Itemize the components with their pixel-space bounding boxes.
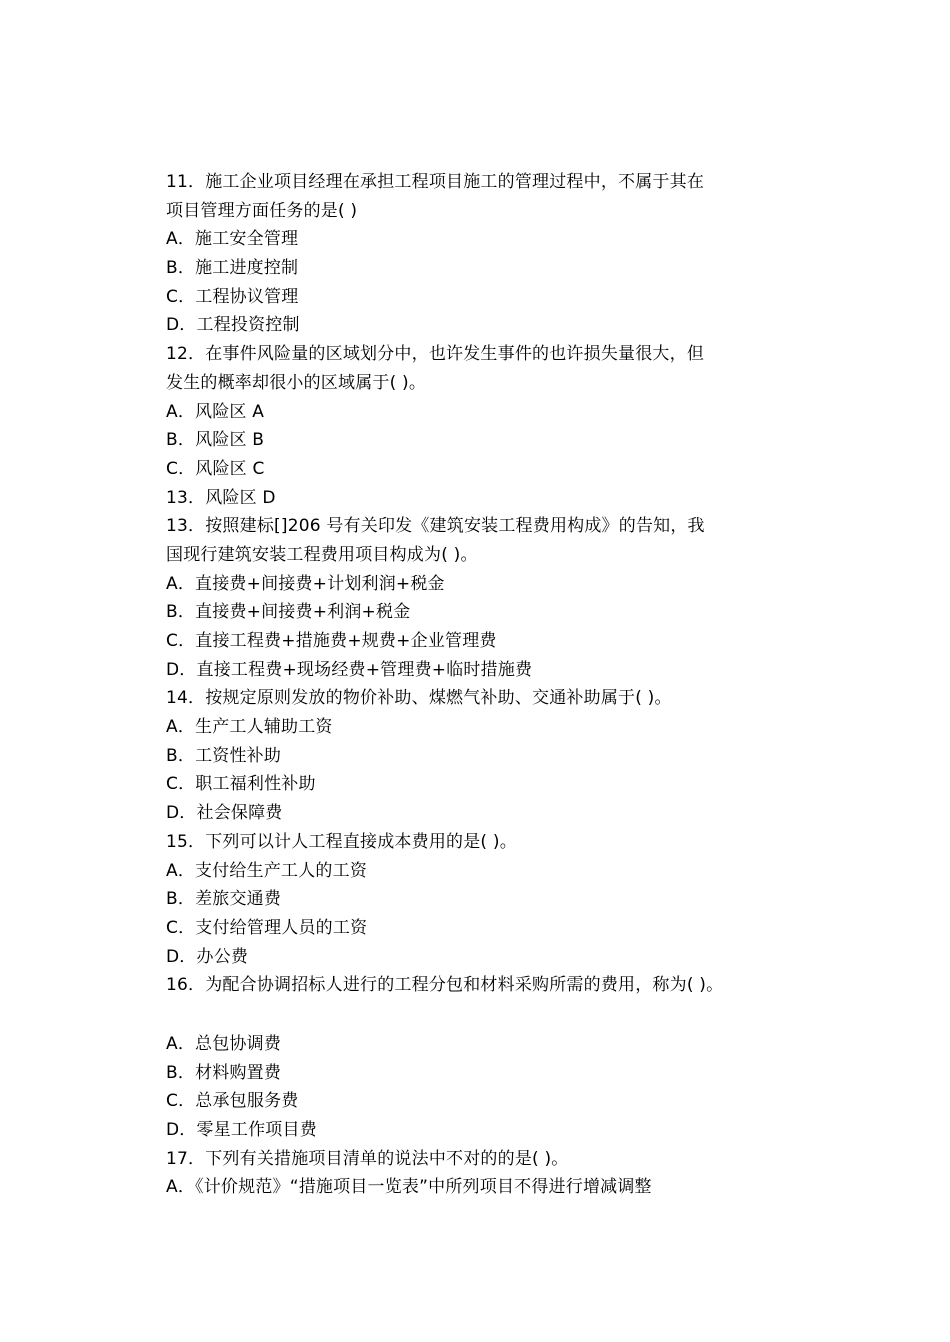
question-15-line-1: 15．下列可以计人工程直接成本费用的是( )。	[166, 831, 517, 852]
question-12-line-2: 发生的概率却很小的区域属于( )。	[166, 372, 427, 393]
question-14-option-d: D．社会保障费	[166, 803, 283, 824]
question-13-option-a: A．直接费+间接费+计划利润+税金	[166, 573, 445, 594]
document-body	[166, 168, 806, 1202]
question-12-option-d: 13．风险区 D	[166, 487, 276, 508]
question-12-option-a: A．风险区 A	[166, 401, 265, 422]
question-13-option-d: D．直接工程费+现场经费+管理费+临时措施费	[166, 659, 533, 680]
question-12-option-c: C．风险区 C	[166, 458, 265, 479]
question-13-line-2: 国现行建筑安装工程费用项目构成为( )。	[166, 544, 478, 565]
question-14-option-b: B．工资性补助	[166, 745, 282, 766]
question-16-option-b: B．材料购置费	[166, 1062, 282, 1083]
question-15-option-d: D．办公费	[166, 946, 249, 967]
question-17-line-1: 17．下列有关措施项目清单的说法中不对的的是( )。	[166, 1148, 569, 1169]
question-15-option-c: C．支付给管理人员的工资	[166, 917, 368, 938]
question-16-option-c: C．总承包服务费	[166, 1091, 299, 1112]
question-14-line-1: 14．按规定原则发放的物价补助、煤燃气补助、交通补助属于( )。	[166, 688, 672, 709]
question-16-option-a: A．总包协调费	[166, 1033, 282, 1054]
question-11-option-c: C．工程协议管理	[166, 286, 299, 307]
question-13-option-b: B．直接费+间接费+利润+税金	[166, 602, 411, 623]
paragraph-gap	[166, 1000, 806, 1030]
question-11-option-d: D．工程投资控制	[166, 315, 300, 336]
question-13-line-1: 13．按照建标[]206 号有关印发《建筑安装工程费用构成》的告知，我	[166, 516, 705, 537]
question-11-option-b: B．施工进度控制	[166, 258, 299, 279]
question-16-line-1: 16．为配合协调招标人进行的工程分包和材料采购所需的费用，称为( )。	[166, 975, 724, 996]
question-11-line-2: 项目管理方面任务的是( )	[166, 200, 358, 221]
question-17-option-a: A．《计价规范》“措施项目一览表”中所列项目不得进行增减调整	[166, 1177, 652, 1198]
question-14-option-c: C．职工福利性补助	[166, 774, 316, 795]
question-11-option-a: A．施工安全管理	[166, 229, 299, 250]
question-15-option-b: B．差旅交通费	[166, 889, 282, 910]
question-14-option-a: A．生产工人辅助工资	[166, 717, 333, 738]
question-12-line-1: 12．在事件风险量的区域划分中，也许发生事件的也许损失量很大，但	[166, 344, 705, 365]
question-15-option-a: A．支付给生产工人的工资	[166, 860, 368, 881]
question-16-option-d: D．零星工作项目费	[166, 1120, 317, 1140]
question-13-option-c: C．直接工程费+措施费+规费+企业管理费	[166, 631, 497, 651]
question-12-option-b: B．风险区 B	[166, 430, 265, 451]
question-11-line-1: 11．施工企业项目经理在承担工程项目施工的管理过程中，不属于其在	[166, 172, 705, 192]
